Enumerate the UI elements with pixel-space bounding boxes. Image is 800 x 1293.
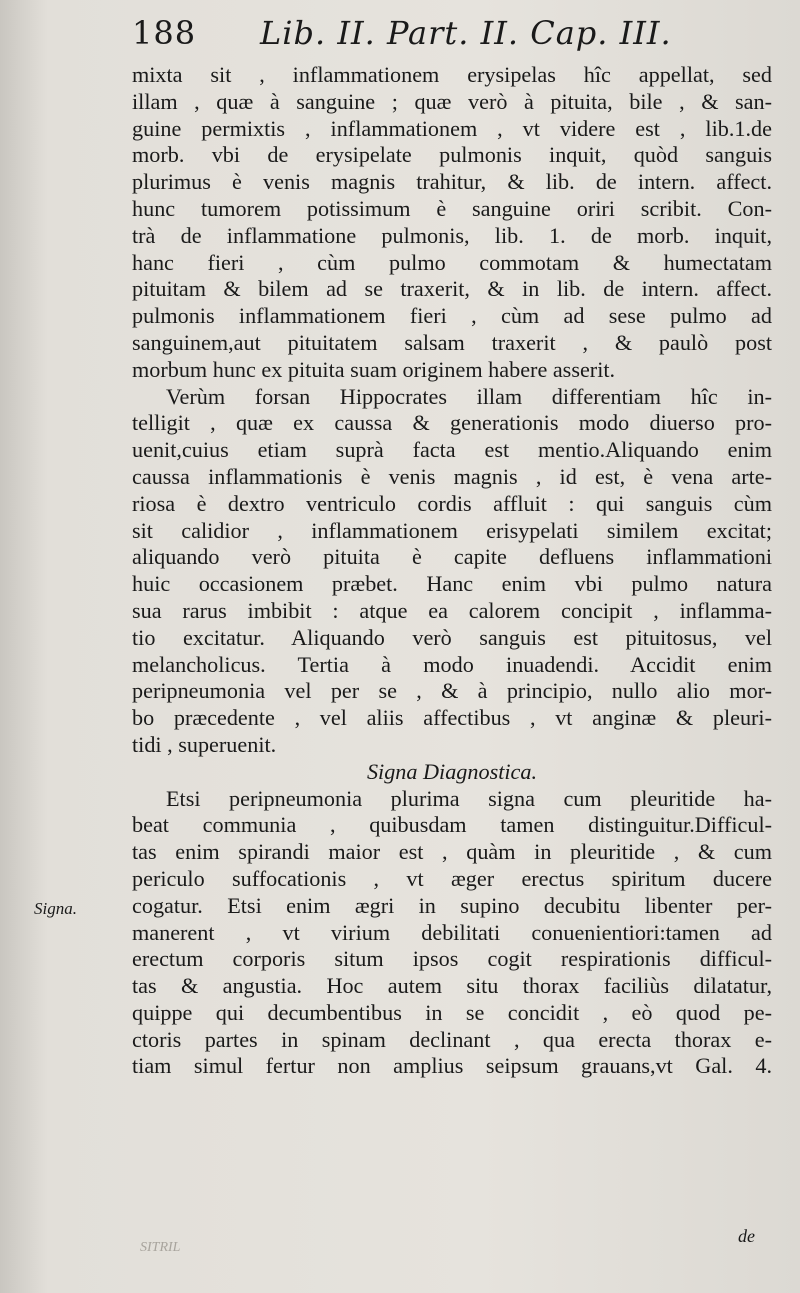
text-line: manerent , vt virium debilitati conuenientiori:tamen ad [132, 919, 772, 945]
text-line: erectum corporis situm ipsos cogit respirationis difficul- [132, 946, 772, 972]
text-line: melancholicus. Tertia à modo inuadendi. Accidit enim [132, 651, 772, 677]
body-text [132, 62, 772, 1080]
text-line: uenit,cuius etiam suprà facta est mentio.Aliquando enim [132, 437, 772, 463]
text-line: illam , quæ à sanguine ; quæ verò à pituita, bile , & san- [132, 88, 772, 114]
text-line: tas enim spirandi maior est , quàm in pleuritide , & cum [132, 839, 772, 865]
text-line: telligit , quæ ex caussa & generationis modo diuerso pro- [132, 410, 772, 436]
margin-note: Signa. [34, 899, 77, 918]
text-line: tas & angustia. Hoc autem situ thorax faciliùs dilatatur, [132, 973, 772, 999]
text-line: Signa Diagnostica. [366, 758, 538, 784]
bleed-through-text: SITRIL [140, 1240, 181, 1255]
text-line: cogatur. Etsi enim ægri in supino decubitu libenter per- [132, 892, 772, 918]
text-line: morbum hunc ex pituita suam originem habere asserit. [132, 356, 616, 382]
text-line: sanguinem,aut pituitatem salsam traxerit , & paulò post [132, 329, 772, 355]
text-line: hanc fieri , cùm pulmo commotam & humectatam [132, 249, 772, 275]
text-line: hunc tumorem potissimum è sanguine oriri scribit. Con- [132, 195, 772, 221]
text-line: beat communia , quibusdam tamen distinguitur.Difficul- [132, 812, 772, 838]
text-line: caussa inflammationis è venis magnis , id est, è vena arte- [132, 463, 772, 489]
text-line: ctoris partes in spinam declinant , qua erecta thorax e- [132, 1026, 772, 1052]
text-line: tio excitatur. Aliquando verò sanguis est pituitosus, vel [132, 624, 772, 650]
running-title: Lib. II. Part. II. Cap. III. [260, 14, 672, 52]
text-line: pulmonis inflammationem fieri , cùm ad sese pulmo ad [132, 303, 772, 329]
text-line: morb. vbi de erysipelate pulmonis inquit, quòd sanguis [132, 142, 772, 168]
text-line: quippe qui decumbentibus in se concidit , eò quod pe- [132, 999, 772, 1025]
text-line: bo præcedente , vel aliis affectibus , vt anginæ & pleuri- [132, 705, 772, 731]
text-line: guine permixtis , inflammationem , vt videre est , lib.1.de [132, 115, 772, 141]
text-line: tidi , superuenit. [132, 731, 277, 757]
text-line: pituitam & bilem ad se traxerit, & in lib. de intern. affect. [132, 276, 772, 302]
text-line: aliquando verò pituita è capite defluens inflammationi [132, 544, 772, 570]
text-line: sit calidior , inflammationem erisypelati similem excitat; [132, 517, 772, 543]
text-line: mixta sit , inflammationem erysipelas hîc appellat, sed [132, 62, 772, 87]
text-line: Etsi peripneumonia plurima signa cum pleuritide ha- [166, 785, 772, 811]
text-line: riosa è dextro ventriculo cordis affluit : qui sanguis cùm [132, 490, 772, 516]
text-line: tiam simul fertur non amplius seipsum grauans,vt Gal. 4. [132, 1053, 772, 1079]
text-line: trà de inflammatione pulmonis, lib. 1. de morb. inquit, [132, 222, 772, 248]
text-line: plurimus è venis magnis trahitur, & lib. de intern. affect. [132, 169, 772, 195]
text-line: periculo suffocationis , vt æger erectus spiritum ducere [132, 865, 772, 891]
page-header [132, 14, 772, 62]
catchword: de [738, 1226, 755, 1246]
text-line: sua rarus imbibit : atque ea calorem concipit , inflamma- [132, 597, 772, 623]
text-line: Verùm forsan Hippocrates illam differentiam hîc in- [166, 383, 772, 409]
page-number: 188 [132, 14, 197, 52]
text-line: huic occasionem præbet. Hanc enim vbi pulmo natura [132, 571, 772, 597]
text-line: peripneumonia vel per se , & à principio, nullo alio mor- [132, 678, 772, 704]
